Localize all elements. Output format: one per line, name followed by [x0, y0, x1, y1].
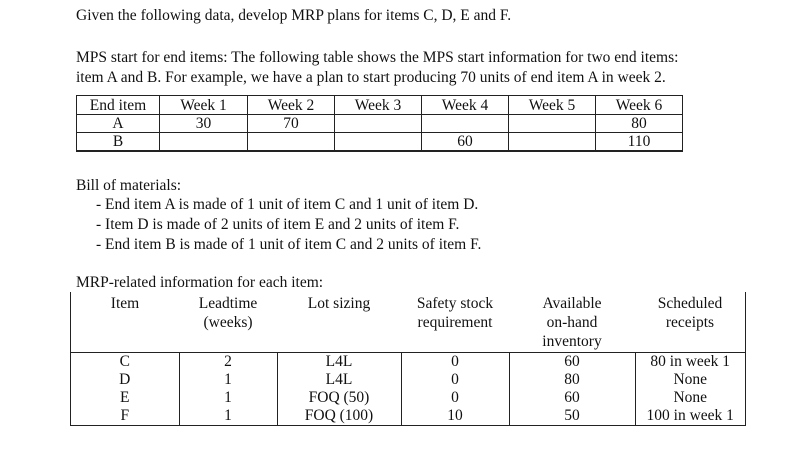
mrp-cell: D: [71, 371, 180, 389]
mps-header-cell: Week 2: [248, 96, 335, 115]
mrp-header-text: Scheduled: [657, 295, 723, 312]
mps-description-line2: item A and B. For example, we have a plan to start producing 70 units of end item A in week 2.: [76, 69, 666, 86]
mrp-cell: 2: [179, 353, 277, 372]
mps-cell: [248, 133, 335, 152]
bom-item: - Item D is made of 2 units of item E and 2 units of item F.: [96, 215, 481, 235]
mps-cell: [509, 115, 596, 133]
mrp-header-cell: [179, 292, 277, 353]
mrp-cell: 80: [509, 371, 635, 389]
mps-description-line1: MPS start for end items: The following table shows the MPS start information for two end items:: [76, 49, 679, 66]
mps-header-cell: Week 3: [335, 96, 422, 115]
mrp-header-text: requirement: [417, 314, 493, 331]
mps-cell: [335, 115, 422, 133]
mrp-header-text: (weeks): [203, 314, 253, 331]
mrp-cell: L4L: [277, 371, 401, 389]
mrp-header-cell: [635, 292, 746, 353]
mrp-cell: None: [635, 371, 746, 389]
bom-item: - End item A is made of 1 unit of item C and 1 unit of item D.: [96, 195, 481, 215]
mps-cell: [422, 115, 509, 133]
mrp-header-row: [71, 292, 746, 353]
mps-cell: 80: [596, 115, 683, 133]
intro-text: Given the following data, develop MRP plans for items C, D, E and F.: [76, 7, 512, 24]
mrp-row-c: [71, 353, 746, 372]
mps-header-cell: End item: [77, 96, 160, 115]
mrp-cell: 60: [509, 389, 635, 407]
mrp-header-text: Item: [110, 295, 140, 312]
mps-header-row: [77, 96, 683, 115]
mps-cell: 70: [248, 115, 335, 133]
mrp-cell: 60: [509, 353, 635, 372]
mps-cell: A: [77, 115, 160, 133]
mrp-header-cell: [401, 292, 509, 353]
mrp-cell: L4L: [277, 353, 401, 372]
mps-table: [76, 95, 683, 152]
mrp-cell: FOQ (100): [277, 407, 401, 426]
mrp-header-text: Leadtime: [198, 295, 258, 312]
mrp-header-cell: [71, 292, 180, 353]
mrp-header-text: Safety stock: [416, 295, 494, 312]
mrp-cell: 0: [401, 371, 509, 389]
mrp-cell: E: [71, 389, 180, 407]
mrp-row-d: [71, 371, 746, 389]
mps-header-cell: Week 1: [160, 96, 248, 115]
mrp-cell: C: [71, 353, 180, 372]
mrp-cell: 1: [179, 371, 277, 389]
mrp-cell: 80 in week 1: [635, 353, 746, 372]
mps-header-cell: Week 6: [596, 96, 683, 115]
mrp-title: MRP-related information for each item:: [76, 274, 324, 291]
mrp-row-e: [71, 389, 746, 407]
mrp-table: [70, 292, 746, 426]
mrp-header-text: inventory: [542, 333, 602, 350]
mps-cell: 110: [596, 133, 683, 152]
mrp-cell: 50: [509, 407, 635, 426]
mrp-header-cell: [277, 292, 401, 353]
mrp-header-text: Lot sizing: [307, 295, 371, 312]
mrp-row-f: [71, 407, 746, 426]
mps-header-cell: Week 4: [422, 96, 509, 115]
mps-cell: [335, 133, 422, 152]
mrp-cell: FOQ (50): [277, 389, 401, 407]
mrp-cell: 0: [401, 389, 509, 407]
bom-item: - End item B is made of 1 unit of item C and 2 units of item F.: [96, 235, 481, 255]
mps-header-cell: Week 5: [509, 96, 596, 115]
mrp-cell: 100 in week 1: [635, 407, 746, 426]
mps-cell: 60: [422, 133, 509, 152]
mps-cell: 30: [160, 115, 248, 133]
mrp-cell: 0: [401, 353, 509, 372]
mrp-cell: None: [635, 389, 746, 407]
mrp-cell: 1: [179, 407, 277, 426]
mrp-header-cell: [509, 292, 635, 353]
mps-cell: B: [77, 133, 160, 152]
mrp-header-text: on-hand: [546, 314, 598, 331]
bom-title: Bill of materials:: [76, 177, 182, 194]
mps-row-b: [77, 133, 683, 152]
mrp-header-text: receipts: [665, 314, 715, 331]
mrp-cell: 10: [401, 407, 509, 426]
bom-list: [96, 195, 481, 255]
mrp-cell: 1: [179, 389, 277, 407]
mrp-header-text: Available: [542, 295, 602, 312]
mps-cell: [509, 133, 596, 152]
mps-cell: [160, 133, 248, 152]
mps-row-a: [77, 115, 683, 133]
mrp-cell: F: [71, 407, 180, 426]
